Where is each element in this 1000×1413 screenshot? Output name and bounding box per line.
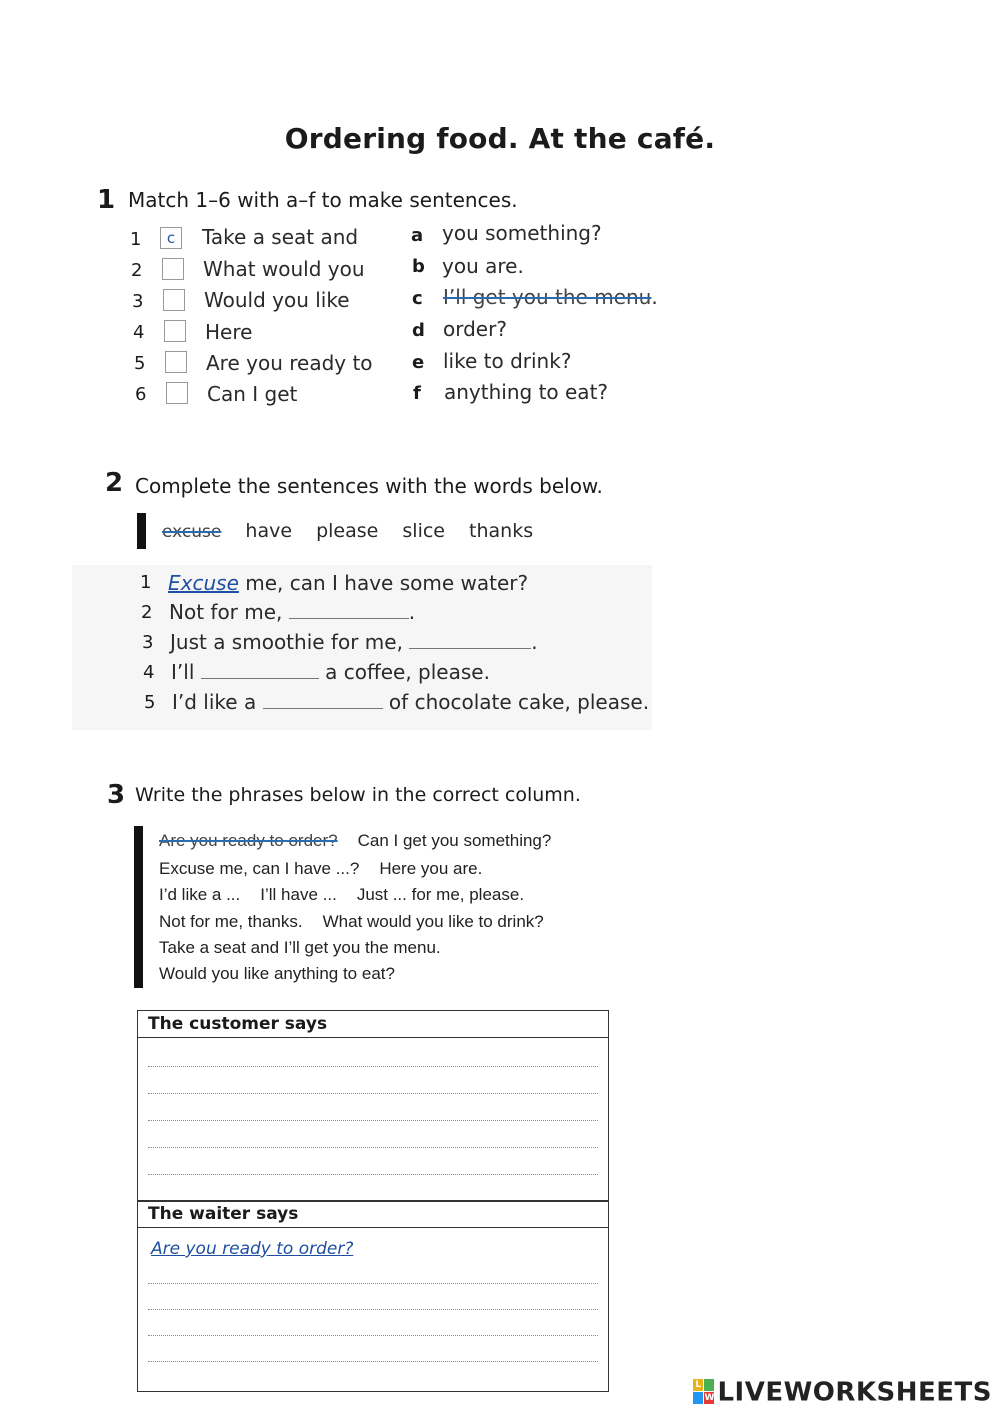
ex1-item-text: Would you like [204,288,350,312]
waiter-column-header: The waiter says [138,1201,608,1228]
writing-line[interactable] [148,1093,598,1094]
writing-line[interactable] [148,1120,598,1121]
answer-blank[interactable] [409,648,531,649]
ex2-item-5 [172,690,649,714]
waiter-example-answer: Are you ready to order? [151,1239,354,1259]
ex2-item-4 [171,660,490,684]
ex2-item-end: . [408,600,416,624]
phrase-line [159,885,524,905]
ex1-answer-box[interactable] [162,258,184,280]
phrase: Excuse me, can I have ...? [159,859,360,878]
ex2-item-number: 2 [141,602,153,623]
ex1-item-text: Are you ready to [206,351,373,375]
ex2-item-number: 3 [142,632,154,653]
ex2-item-text: I’ll [171,660,201,684]
phrase: Not for me, thanks. [159,912,303,931]
word-box [162,520,533,542]
word-box-bar [137,513,146,549]
customer-column-header: The customer says [138,1011,608,1038]
phrase-box-bar [134,826,143,988]
customer-column [137,1010,609,1202]
ex1-option-text: order? [443,317,507,341]
ex2-item-number: 5 [144,692,156,713]
waiter-column [137,1200,609,1392]
writing-line[interactable] [148,1147,598,1148]
phrase: Would you like anything to eat? [159,964,395,983]
liveworksheets-badge-icon [693,1379,715,1405]
answer-blank[interactable] [289,618,409,619]
ex1-option-text: like to drink? [443,349,572,373]
phrase: Can I get you something? [357,831,552,850]
badge-letter: W [704,1393,715,1403]
exercise-3-number: 3 [107,780,126,810]
ex2-item-end: a coffee, please. [318,660,490,684]
phrase-used: Are you ready to order? [159,831,338,850]
ex2-item-number: 4 [143,662,155,683]
ex1-answer-box[interactable] [164,320,186,342]
phrase-line [159,859,482,879]
ex1-option-letter: a [411,225,424,246]
page-title: Ordering food. At the café. [284,122,716,155]
ex1-item-number: 3 [132,291,144,312]
writing-line[interactable] [148,1335,598,1336]
ex1-option-letter: f [413,383,421,404]
ex1-option-text: anything to eat? [444,380,609,404]
ex2-item-1 [168,571,528,595]
writing-line[interactable] [148,1283,598,1284]
ex2-item-2 [169,600,415,624]
ex1-answer-box[interactable]: c [160,227,182,249]
ex1-option-text: you something? [442,221,602,245]
ex1-item-number: 6 [135,384,147,405]
phrase: I’ll have ... [260,885,337,904]
ex1-option-text: you are. [442,254,524,278]
ex1-item-text: Here [205,320,253,344]
ex2-item-text: me, can I have some water? [238,571,529,595]
ex1-item-text: Can I get [207,382,298,406]
ex1-item-number: 5 [134,353,146,374]
ex1-answer-box[interactable] [163,289,185,311]
ex1-option-letter: c [412,288,423,309]
ex1-option-text-used [443,285,658,309]
phrase: What would you like to drink? [322,912,544,931]
ex2-item-text: I’d like a [172,690,263,714]
answer-blank[interactable] [263,708,383,709]
writing-line[interactable] [148,1361,598,1362]
phrase: Take a seat and I’ll get you the menu. [159,938,441,957]
ex1-option-letter: b [412,256,425,277]
ex1-option-letter: e [412,352,425,373]
badge-letter: L [695,1380,702,1390]
writing-line[interactable] [148,1174,598,1175]
word-used: excuse [162,522,222,542]
ex2-item-end: . [531,630,538,654]
ex1-item-text: What would you [203,257,365,281]
ex1-item-number: 1 [130,229,142,250]
phrase-line [159,831,551,851]
ex1-item-number: 2 [131,260,143,281]
ex2-item-number: 1 [140,572,152,593]
ex2-item-text: Just a smoothie for me, [170,630,410,654]
ex1-answer-box[interactable] [165,351,187,373]
exercise-1-number: 1 [97,185,116,215]
exercise-2-number: 2 [105,468,124,498]
phrase: I’d like a ... [159,885,241,904]
word-option: have [245,520,293,542]
exercise-3-instruction: Write the phrases below in the correct column. [135,784,581,806]
writing-line[interactable] [148,1066,598,1067]
ex2-item-text: Not for me, [169,600,289,624]
ex2-item-3 [170,630,538,654]
exercise-2-instruction: Complete the sentences with the words below. [135,474,603,498]
phrase: Here you are. [379,859,483,878]
exercise-1-instruction: Match 1–6 with a–f to make sentences. [128,188,518,212]
writing-line[interactable] [148,1309,598,1310]
ex1-answer-box[interactable] [166,382,188,404]
word-option: slice [402,520,445,542]
ex1-item-number: 4 [133,322,145,343]
option-end-punctuation: . [651,285,658,309]
word-option: thanks [469,520,534,542]
phrase-line [159,912,544,932]
word-option: please [316,520,379,542]
answer-blank[interactable] [201,678,319,679]
ex1-item-text: Take a seat and [202,225,359,249]
ex2-item-end: of chocolate cake, please. [382,690,650,714]
struck-option-text: I’ll get you the menu [443,285,652,309]
logo-text: LIVEWORKSHEETS [717,1377,992,1407]
example-answer: Excuse [168,571,239,595]
phrase: Just ... for me, please. [356,885,525,904]
liveworksheets-logo [693,1377,992,1408]
ex1-option-letter: d [412,320,425,341]
